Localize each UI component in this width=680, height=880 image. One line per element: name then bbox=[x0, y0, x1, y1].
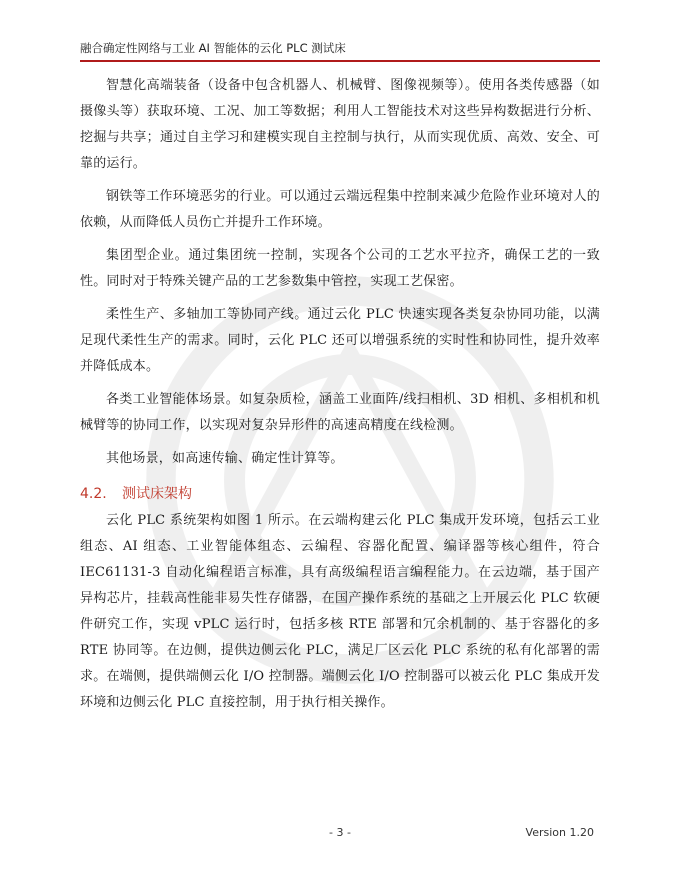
paragraph: 各类工业智能体场景。如复杂质检，涵盖工业面阵/线扫相机、3D 相机、多相机和机械臂等的协同工作，以实现对复杂异形件的高速高精度在线检测。 bbox=[80, 392, 600, 433]
section-heading bbox=[80, 480, 600, 508]
paragraph: 智慧化高端装备（设备中包含机器人、机械臂、图像视频等）。使用各类传感器（如摄像头等）获取环境、工况、加工等数据；利用人工智能技术对这些异构数据进行分析、挖掘与共享；通过自主学习和建模实现自主控制与执行，从而实现优质、高效、安全、可靠的运行。 bbox=[80, 78, 600, 171]
paragraph: 集团型企业。通过集团统一控制，实现各个公司的工艺水平拉齐，确保工艺的一致性。同时对于特殊关键产品的工艺参数集中管控，实现工艺保密。 bbox=[80, 248, 600, 289]
version-label: Version 1.20 bbox=[525, 826, 594, 839]
section-paragraph: 云化 PLC 系统架构如图 1 所示。在云端构建云化 PLC 集成开发环境，包括云工业组态、AI 组态、工业智能体组态、云编程、容器化配置、编译器等核心组件，符合 IEC61131-3 自动化编程语言标准，具有高级编程语言编程能力。在云边端，基于国产异构芯片，挂载高性能非易失性存储器，在国产操作系统的基础之上开展云化 PLC 软硬件研究工作，实现 vPLC 运行时，包括多核 RTE 部署和冗余机制的、基于容器化的多 RTE 协同等。在边侧，提供边侧云化 PLC，满足厂区云化 PLC 系统的私有化部署的需求。在端侧，提供端侧云化 I/O 控制器。端侧云化 I/O 控制器可以被云化 PLC 集成开发环境和边侧云化 PLC 直接控制，用于执行相关操作。 bbox=[80, 513, 600, 710]
document-body bbox=[80, 73, 600, 723]
header-rule bbox=[80, 60, 600, 62]
section-title: 测试床架构 bbox=[122, 486, 192, 502]
paragraph: 柔性生产、多轴加工等协同产线。通过云化 PLC 快速实现各类复杂协同功能，以满足现代柔性生产的需求。同时，云化 PLC 还可以增强系统的实时性和协同性，提升效率并降低成本。 bbox=[80, 307, 600, 374]
paragraph: 钢铁等工作环境恶劣的行业。可以通过云端远程集中控制来减少危险作业环境对人的依赖，从而降低人员伤亡并提升工作环境。 bbox=[80, 189, 600, 230]
page-number: - 3 - bbox=[329, 826, 351, 839]
paragraph: 其他场景，如高速传输、确定性计算等。 bbox=[106, 451, 344, 466]
section-number: 4.2. bbox=[80, 486, 107, 502]
page-header-title: 融合确定性网络与工业 AI 智能体的云化 PLC 测试床 bbox=[80, 41, 346, 55]
